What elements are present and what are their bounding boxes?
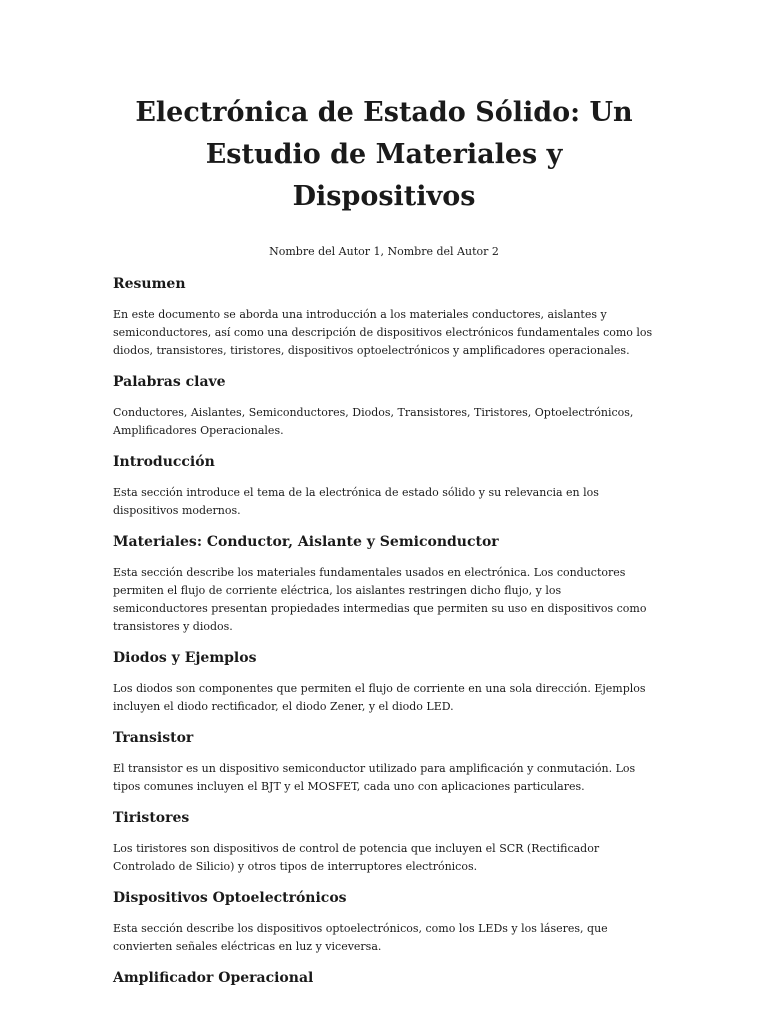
section-body: Esta sección introduce el tema de la electrónica de estado sólido y su relevancia en los dispositivos modernos. [113,486,599,517]
section-body: Esta sección describe los materiales fundamentales usados en electrónica. Los conductores permiten el flujo de corriente eléctrica, los aislantes restringen dicho flujo, y los semiconductores presentan propiedades intermedias que permiten su uso en dispositivos como transistores y diodos. [113,566,647,633]
author-line: Nombre del Autor 1, Nombre del Autor 2 [269,245,499,258]
section-optoelectronicos [113,888,655,956]
section-heading: Materiales: Conductor, Aislante y Semiconductor [113,534,499,550]
section-body: Los tiristores son dispositivos de control de potencia que incluyen el SCR (Rectificador Controlado de Silicio) y otros tipos de interruptores electrónicos. [113,842,600,873]
section-introduccion [113,452,655,520]
section-transistor [113,728,655,796]
section-heading: Palabras clave [113,374,226,390]
section-tiristores [113,808,655,876]
section-amplificador [113,968,655,988]
section-heading: Introducción [113,454,215,470]
section-heading: Tiristores [113,810,190,826]
section-materiales [113,532,655,636]
section-palabras-clave [113,372,655,440]
section-heading: Diodos y Ejemplos [113,650,257,666]
section-heading: Resumen [113,276,186,292]
document-title: Electrónica de Estado Sólido: Un Estudio de Materiales y Dispositivos [135,97,633,212]
section-body: Conductores, Aislantes, Semiconductores, Diodos, Transistores, Tiristores, Optoelectrónicos, Amplificadores Operacionales. [113,406,634,437]
section-diodos [113,648,655,716]
section-heading: Dispositivos Optoelectrónicos [113,890,347,906]
section-body: Los diodos son componentes que permiten el flujo de corriente en una sola dirección. Ejemplos incluyen el diodo rectificador, el diodo Zener, y el diodo LED. [113,682,646,713]
section-body: El transistor es un dispositivo semiconductor utilizado para amplificación y conmutación. Los tipos comunes incluyen el BJT y el MOSFET, cada uno con aplicaciones particulares. [113,762,636,793]
section-heading: Transistor [113,730,194,746]
section-heading: Amplificador Operacional [113,970,314,986]
section-body: En este documento se aborda una introducción a los materiales conductores, aislantes y semiconductores, así como una descripción de dispositivos electrónicos fundamentales como los diodos, transistores, tiristores, dispositivos optoelectrónicos y amplificadores operacionales. [113,308,653,357]
section-resumen [113,274,655,360]
section-body: Esta sección describe los dispositivos optoelectrónicos, como los LEDs y los láseres, que convierten señales eléctricas en luz y viceversa. [113,922,608,953]
